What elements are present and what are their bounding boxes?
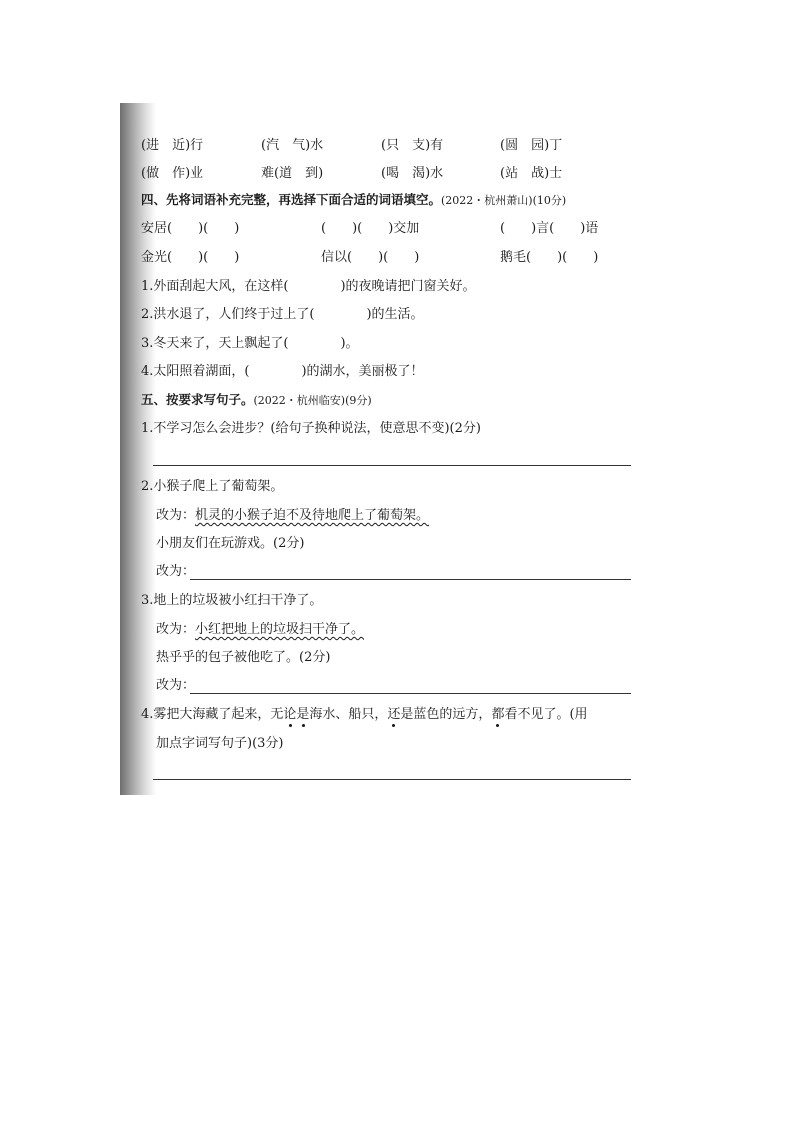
question-4-part-c: 看不见了。(用 bbox=[504, 707, 588, 722]
section5-source: (2022・杭州临安)(9分) bbox=[253, 394, 372, 407]
question-2-stem: 2.小猴子爬上了葡萄架。 bbox=[141, 479, 284, 494]
pair-item: (进 近)行 bbox=[141, 138, 204, 153]
idiom-item: 鹅毛( )( ) bbox=[500, 250, 599, 265]
idiom-item: ( )( )交加 bbox=[321, 221, 420, 236]
question-3-stem: 3.地上的垃圾被小红扫干净了。 bbox=[141, 593, 323, 608]
pair-item: 难(道 到) bbox=[261, 166, 324, 181]
question-2-example bbox=[156, 508, 429, 524]
fill-sentence-4: 4.太阳照着湖面，( )的湖水，美丽极了！ bbox=[141, 364, 424, 379]
fill-sentence-1: 1.外面刮起大风，在这样( )的夜晚请把门窗关好。 bbox=[141, 279, 476, 294]
question-4-part-b: 是蓝色的远方， bbox=[400, 707, 492, 722]
fill-sentence-3: 3.冬天来了，天上飘起了( )。 bbox=[141, 336, 359, 351]
section5-heading bbox=[141, 392, 372, 409]
idiom-item: 金光( )( ) bbox=[141, 250, 240, 265]
answer-line-q3[interactable] bbox=[190, 693, 631, 694]
answer-line-q4[interactable] bbox=[153, 779, 631, 780]
pair-item: (站 战)士 bbox=[500, 166, 563, 181]
question-4-line1 bbox=[141, 707, 588, 723]
question-4-part-a: 4.雾把大海藏了起来，无论是海水、船只， bbox=[141, 707, 388, 722]
idiom-item: 信以( )( ) bbox=[321, 250, 420, 265]
pair-item: (只 支)有 bbox=[381, 138, 444, 153]
idiom-item: ( )言( )语 bbox=[500, 221, 599, 236]
question-1: 1.不学习怎么会进步？(给句子换种说法，使意思不变)(2分) bbox=[141, 421, 481, 436]
pair-item: (圆 园)丁 bbox=[500, 138, 563, 153]
answer-label-q2: 改为： bbox=[156, 564, 196, 579]
example-sentence: 机灵的小猴子迫不及待地爬上了葡萄架。 bbox=[195, 508, 430, 523]
idiom-item: 安居( )( ) bbox=[141, 221, 240, 236]
answer-line-q2[interactable] bbox=[190, 579, 631, 580]
dotted-char: 还 bbox=[387, 707, 401, 722]
section5-title: 五、按要求写句子。 bbox=[141, 392, 254, 407]
pair-item: (汽 气)水 bbox=[261, 138, 324, 153]
pair-item: (喝 渴)水 bbox=[381, 166, 444, 181]
section4-source: (2022・杭州萧山)(10分) bbox=[441, 194, 567, 207]
answer-label-q3: 改为： bbox=[156, 678, 196, 693]
question-3-example bbox=[156, 622, 364, 638]
emphasis-dot bbox=[289, 724, 292, 727]
question-3-task: 热乎乎的包子被他吃了。(2分) bbox=[156, 650, 331, 665]
emphasis-dot bbox=[302, 724, 305, 727]
dotted-char: 都 bbox=[491, 707, 505, 722]
question-2-task: 小朋友们在玩游戏。(2分) bbox=[156, 536, 305, 551]
example-prefix: 改为： bbox=[156, 508, 196, 523]
section4-title: 四、先将词语补充完整，再选择下面合适的词语填空。 bbox=[141, 192, 442, 207]
example-prefix: 改为： bbox=[156, 622, 196, 637]
section4-heading bbox=[141, 192, 566, 209]
pair-item: (做 作)业 bbox=[141, 166, 204, 181]
fill-sentence-2: 2.洪水退了，人们终于过上了( )的生活。 bbox=[141, 307, 424, 322]
answer-line-q1[interactable] bbox=[153, 465, 631, 466]
question-4-line2: 加点字词写句子)(3分) bbox=[156, 736, 284, 751]
example-sentence: 小红把地上的垃圾扫干净了。 bbox=[195, 622, 365, 637]
